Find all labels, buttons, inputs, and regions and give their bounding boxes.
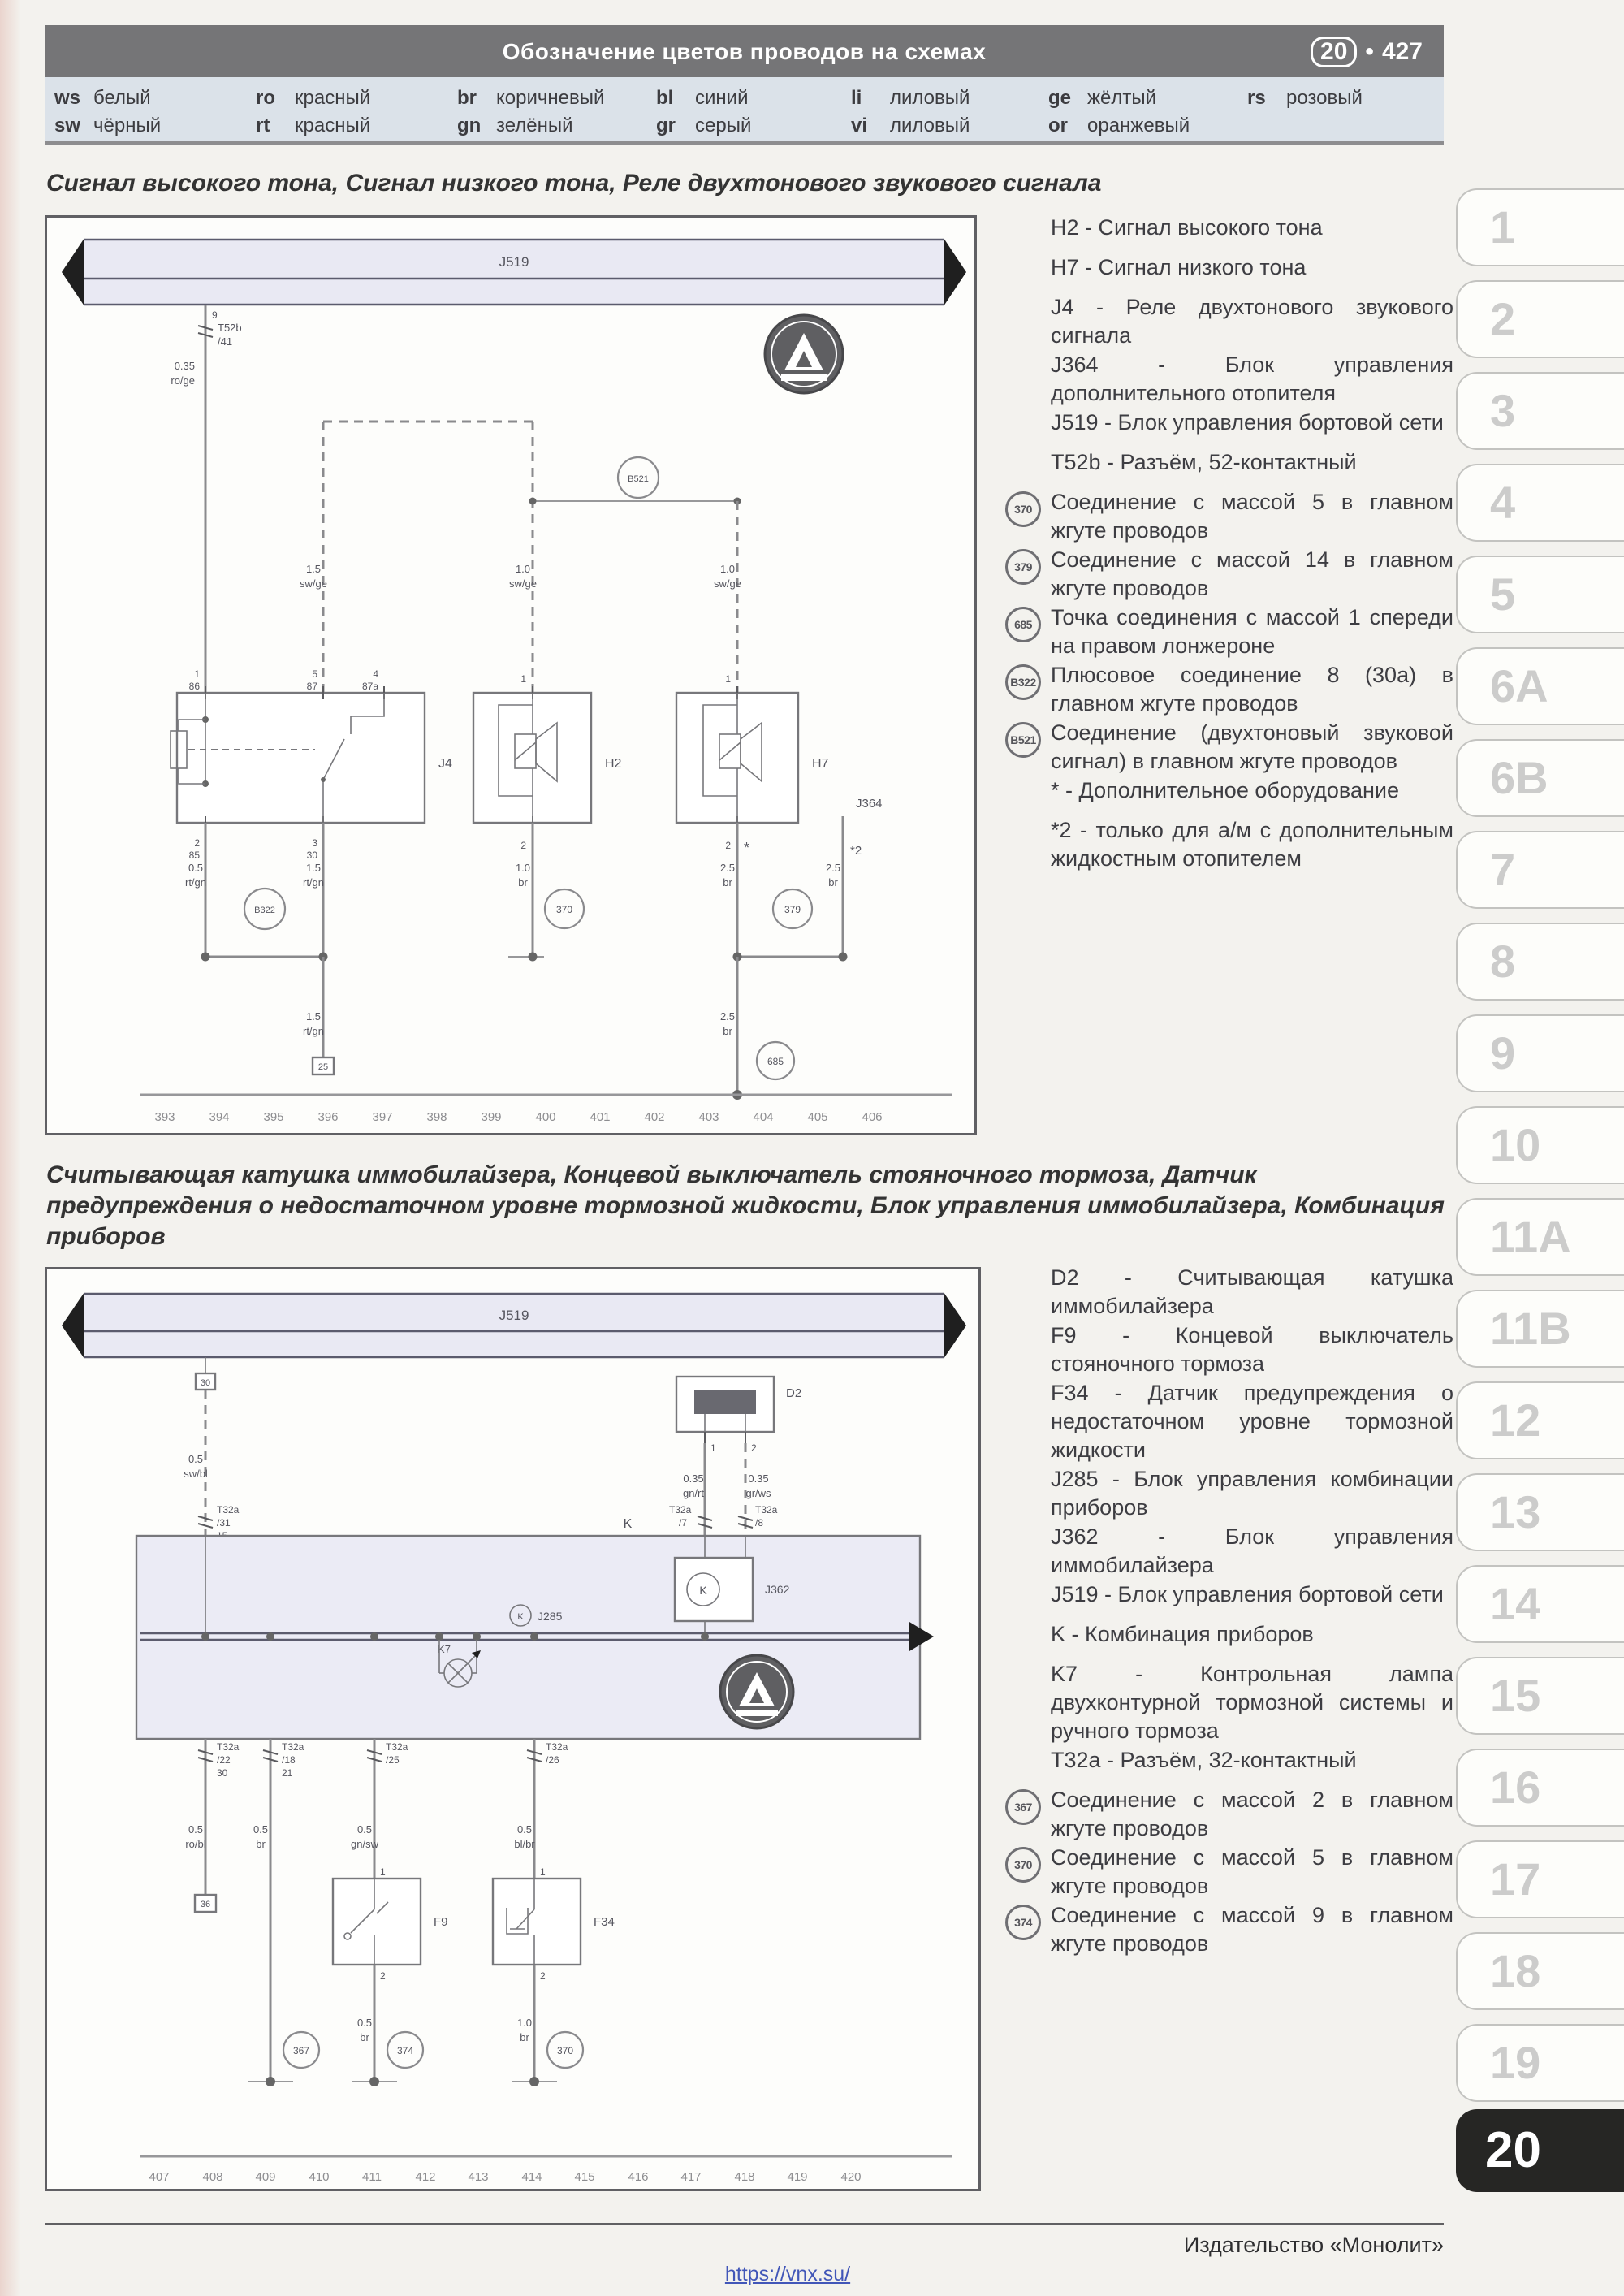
svg-text:395: 395 <box>263 1110 284 1124</box>
component-label: J4 <box>438 757 452 771</box>
svg-text:sw/ge: sw/ge <box>509 577 537 590</box>
svg-text:bl/br: bl/br <box>514 1838 535 1850</box>
chapter-tab-18: 18 <box>1456 1932 1624 2010</box>
svg-text:87a: 87a <box>361 681 378 692</box>
color-col: ro красный rt красный <box>256 87 371 136</box>
color-col: li лиловый vi лиловый <box>851 87 970 136</box>
svg-text:B322: B322 <box>254 906 275 915</box>
chapter-tab-15: 15 <box>1456 1657 1624 1735</box>
bus-bar-j519 <box>62 1292 966 1359</box>
chapter-tab-2: 2 <box>1456 280 1624 358</box>
svg-text:30: 30 <box>217 1767 228 1779</box>
svg-text:407: 407 <box>149 2170 170 2184</box>
option-mark: *2 <box>850 844 862 858</box>
svg-text:T32a: T32a <box>282 1741 304 1753</box>
chapter-badge: 20 <box>1311 37 1357 67</box>
component-label: D2 <box>786 1386 802 1400</box>
splice-badge: B521 <box>1005 722 1041 758</box>
chapter-tab-7: 7 <box>1456 831 1624 909</box>
bus-arrow-right-icon <box>944 1292 966 1359</box>
component-f9-switch <box>333 1879 448 1965</box>
page-separator: • <box>1365 38 1374 65</box>
splice-badge: B322 <box>1005 664 1041 700</box>
splice-id: B521 <box>628 474 649 484</box>
connector-label: T52b <box>218 322 242 334</box>
svg-text:5: 5 <box>312 668 317 680</box>
svg-text:1: 1 <box>540 1866 546 1878</box>
svg-text:409: 409 <box>255 2170 276 2184</box>
svg-text:br: br <box>518 876 528 889</box>
svg-text:370: 370 <box>556 2045 574 2056</box>
svg-text:25: 25 <box>317 1062 329 1072</box>
diagram1-svg <box>47 218 974 1133</box>
chapter-tab-14: 14 <box>1456 1565 1624 1643</box>
svg-text:420: 420 <box>840 2170 862 2184</box>
chapter-tab-6a: 6A <box>1456 647 1624 725</box>
svg-text:rt/gn: rt/gn <box>302 1025 325 1037</box>
svg-text:br: br <box>520 2031 529 2043</box>
component-k-cluster <box>136 1517 934 1739</box>
component-j4-relay <box>171 668 452 861</box>
chapter-tab-1: 1 <box>1456 188 1624 266</box>
wiring-diagram-horns <box>45 215 977 1135</box>
chapter-tab-20-active: 20 <box>1456 2109 1624 2192</box>
svg-text:399: 399 <box>481 1110 502 1124</box>
chapter-tab-12: 12 <box>1456 1381 1624 1459</box>
svg-text:gr/ws: gr/ws <box>745 1487 771 1499</box>
svg-text:0.5: 0.5 <box>253 1823 269 1836</box>
chapter-tab-4: 4 <box>1456 464 1624 542</box>
svg-text:/26: /26 <box>546 1754 559 1766</box>
header-bar <box>45 25 1444 80</box>
splice-badge: 374 <box>1005 1905 1041 1940</box>
svg-text:/18: /18 <box>282 1754 296 1766</box>
svg-text:br: br <box>723 1025 732 1037</box>
svg-text:370: 370 <box>555 904 573 915</box>
svg-text:374: 374 <box>396 2045 414 2056</box>
svg-text:36: 36 <box>200 1900 211 1909</box>
component-label: F9 <box>434 1915 448 1929</box>
chapter-tab-13: 13 <box>1456 1473 1624 1551</box>
svg-text:/8: /8 <box>755 1517 764 1529</box>
svg-text:416: 416 <box>628 2170 649 2184</box>
svg-text:403: 403 <box>698 1110 719 1124</box>
svg-text:0.5: 0.5 <box>188 1453 204 1465</box>
svg-text:85: 85 <box>188 850 200 861</box>
svg-text:400: 400 <box>535 1110 556 1124</box>
svg-text:1: 1 <box>725 673 731 685</box>
cluster-exit-wires <box>185 1739 615 2086</box>
svg-text:0.35: 0.35 <box>683 1472 704 1485</box>
publisher-credit: Издательство «Монолит» <box>1183 2233 1444 2257</box>
wire-size: 0.35 <box>174 360 195 372</box>
splice-badge: 370 <box>1005 491 1041 527</box>
bus-label: J519 <box>499 254 529 270</box>
bus-bar-j519 <box>62 238 966 306</box>
svg-text:br: br <box>723 876 732 889</box>
component-legend-1: H2 - Сигнал высокого тона H7 - Сигнал низкого тона J4 - Реле двухтонового звукового сигнала J364 - Блок управления дополнительного отопителя J519 - Блок управления бортовой сети T52b - Разъём, 52-контактный 370 Соединение с массой 5 в главном жгуте проводов 379 Соединение с массой 14 в главном жгуте проводов 685 Точка соединения с массой 1 спереди на правом лонжероне B322 Плюсовое соединение 8 (30а) в главном жгуте проводов B521 Соединение (двухтоновый звуковой сигнал) в главном жгуте проводов * - Дополнительное оборудование *2 - только для а/м с дополнительным жидкостным отопителем <box>1005 214 1453 874</box>
footer-rule <box>45 2223 1444 2225</box>
color-col: ge жёлтый or оранжевый <box>1048 87 1190 136</box>
svg-text:1: 1 <box>380 1866 386 1878</box>
track-rail <box>140 1095 952 1124</box>
svg-text:K: K <box>517 1612 524 1622</box>
svg-text:4: 4 <box>373 668 378 680</box>
svg-text:417: 417 <box>680 2170 702 2184</box>
svg-text:br: br <box>360 2031 369 2043</box>
svg-text:1.5: 1.5 <box>305 862 322 874</box>
chapter-tab-19: 19 <box>1456 2024 1624 2102</box>
svg-text:21: 21 <box>282 1767 293 1779</box>
component-label: J285 <box>538 1610 563 1623</box>
svg-text:1.0: 1.0 <box>516 2017 533 2029</box>
page-number <box>1311 37 1423 67</box>
bus-label: J519 <box>499 1308 529 1323</box>
monolit-logo-icon <box>720 1655 793 1728</box>
svg-text:398: 398 <box>426 1110 447 1124</box>
splice-badge: 379 <box>1005 549 1041 585</box>
svg-text:418: 418 <box>734 2170 755 2184</box>
component-label: H2 <box>605 757 622 771</box>
svg-text:gn/rt: gn/rt <box>682 1487 705 1499</box>
svg-text:406: 406 <box>862 1110 883 1124</box>
svg-text:401: 401 <box>590 1110 611 1124</box>
chapter-tab-8: 8 <box>1456 923 1624 1001</box>
svg-text:405: 405 <box>807 1110 828 1124</box>
page-edge <box>0 0 21 2296</box>
svg-text:0.5: 0.5 <box>188 862 204 874</box>
chapter-tab-10: 10 <box>1456 1106 1624 1184</box>
svg-text:415: 415 <box>574 2170 595 2184</box>
chapter-tab-17: 17 <box>1456 1840 1624 1918</box>
svg-text:0.5: 0.5 <box>188 1823 204 1836</box>
component-label: H7 <box>812 757 829 771</box>
chapter-tab-3: 3 <box>1456 372 1624 450</box>
svg-text:/22: /22 <box>217 1754 231 1766</box>
wire-color-legend <box>45 77 1444 145</box>
svg-text:30: 30 <box>200 1378 211 1388</box>
svg-text:1.5: 1.5 <box>305 1010 322 1023</box>
svg-text:1: 1 <box>520 673 526 685</box>
svg-text:1.0: 1.0 <box>515 862 531 874</box>
svg-text:1: 1 <box>710 1442 716 1454</box>
optional-mark: * <box>744 840 750 856</box>
component-label: K <box>623 1517 633 1531</box>
svg-text:0.35: 0.35 <box>748 1472 769 1485</box>
chapter-tab-6b: 6B <box>1456 739 1624 817</box>
svg-text:2: 2 <box>540 1970 546 1982</box>
svg-text:410: 410 <box>309 2170 330 2184</box>
svg-text:402: 402 <box>644 1110 665 1124</box>
svg-text:T32a: T32a <box>755 1504 778 1516</box>
bus-pin-label: 9 <box>212 309 218 321</box>
svg-text:T32a: T32a <box>217 1504 240 1516</box>
component-f34-sensor <box>493 1879 615 1965</box>
svg-text:404: 404 <box>753 1110 774 1124</box>
svg-text:379: 379 <box>784 904 801 915</box>
color-col: ws белый sw чёрный <box>54 87 162 136</box>
svg-text:gn/sw: gn/sw <box>351 1838 378 1850</box>
svg-text:1.0: 1.0 <box>719 563 736 575</box>
svg-text:T32a: T32a <box>217 1741 240 1753</box>
bus-arrow-left-icon <box>62 238 84 306</box>
svg-text:397: 397 <box>372 1110 393 1124</box>
svg-text:rt/gn: rt/gn <box>302 876 325 889</box>
svg-text:/25: /25 <box>386 1754 400 1766</box>
component-legend-2: D2 - Считывающая катушка иммобилайзера F9 - Концевой выключатель стояночного тормоза F34 - Датчик предупреждения о недостаточном уровне тормозной жидкости J285 - Блок управления комбинации приборов J362 - Блок управления иммобилайзера J519 - Блок управления бортовой сети K - Комбинация приборов K7 - Контрольная лампа двухконтурной тормозной системы и ручного тормоза T32a - Разъём, 32-контактный 367 Соединение с массой 2 в главном жгуте проводов 370 Соединение с массой 5 в главном жгуте проводов 374 Соединение с массой 9 в главном жгуте проводов <box>1005 1264 1453 1959</box>
svg-text:30: 30 <box>306 850 317 861</box>
svg-text:396: 396 <box>317 1110 339 1124</box>
color-col: bl синий gr серый <box>656 87 752 136</box>
header-title: Обозначение цветов проводов на схемах <box>502 39 987 64</box>
svg-text:1.5: 1.5 <box>305 563 322 575</box>
splice-badge: 367 <box>1005 1789 1041 1825</box>
svg-text:419: 419 <box>787 2170 808 2184</box>
wire-feed <box>171 305 241 693</box>
svg-text:413: 413 <box>468 2170 489 2184</box>
svg-text:0.5: 0.5 <box>356 1823 373 1836</box>
color-col: br коричневый gn зелёный <box>457 87 605 136</box>
svg-text:/7: /7 <box>679 1517 688 1529</box>
svg-text:2: 2 <box>380 1970 386 1982</box>
svg-text:86: 86 <box>188 681 200 692</box>
svg-text:394: 394 <box>209 1110 230 1124</box>
svg-text:2.5: 2.5 <box>719 862 736 874</box>
svg-text:0.5: 0.5 <box>356 2017 373 2029</box>
svg-text:br: br <box>828 876 838 889</box>
chapter-tab-11b: 11B <box>1456 1290 1624 1368</box>
svg-text:0.5: 0.5 <box>516 1823 533 1836</box>
svg-text:3: 3 <box>312 837 317 849</box>
svg-text:K7: K7 <box>438 1643 451 1655</box>
svg-text:411: 411 <box>362 2170 382 2184</box>
component-label-j364: J364 <box>856 797 883 811</box>
svg-text:sw/ge: sw/ge <box>300 577 327 590</box>
svg-text:sw/ge: sw/ge <box>714 577 741 590</box>
svg-text:367: 367 <box>292 2045 310 2056</box>
svg-text:393: 393 <box>154 1110 175 1124</box>
track-rail <box>140 2156 952 2184</box>
watermark-link: https://vnx.su/ <box>724 2263 851 2285</box>
svg-text:K: K <box>699 1584 707 1597</box>
svg-text:T32a: T32a <box>386 1741 408 1753</box>
splice-badge: 370 <box>1005 1847 1041 1883</box>
svg-text:sw/bl: sw/bl <box>184 1468 208 1480</box>
svg-text:414: 414 <box>521 2170 542 2184</box>
svg-text:/31: /31 <box>217 1517 231 1529</box>
svg-text:87: 87 <box>306 681 317 692</box>
wire-color: ro/ge <box>171 374 195 387</box>
page-value: 427 <box>1381 38 1423 65</box>
splice-badge: 685 <box>1005 607 1041 642</box>
svg-text:1.0: 1.0 <box>515 563 531 575</box>
svg-text:685: 685 <box>767 1056 784 1067</box>
svg-text:br: br <box>256 1838 266 1850</box>
connector-pin: /41 <box>218 335 233 348</box>
svg-text:2: 2 <box>725 840 731 851</box>
svg-text:2.5: 2.5 <box>825 862 841 874</box>
wire-terminal30 <box>184 1357 239 1541</box>
svg-text:2.5: 2.5 <box>719 1010 736 1023</box>
svg-text:1: 1 <box>194 668 200 680</box>
diagram2-svg <box>47 1269 978 2189</box>
section1-title: Сигнал высокого тона, Сигнал низкого тона, Реле двухтонового звукового сигнала <box>46 170 1102 197</box>
component-d2-coil <box>669 1377 801 1536</box>
svg-text:T32a: T32a <box>546 1741 568 1753</box>
chapter-tab-5: 5 <box>1456 556 1624 633</box>
component-h7-horn <box>676 673 829 851</box>
svg-text:408: 408 <box>202 2170 223 2184</box>
svg-text:rt/gn: rt/gn <box>184 876 207 889</box>
chapter-tab-11a: 11A <box>1456 1198 1624 1276</box>
svg-text:2: 2 <box>520 840 526 851</box>
color-col: rs розовый <box>1247 87 1363 109</box>
monolit-logo-icon <box>765 315 843 393</box>
wire-horn-feeds <box>300 422 741 693</box>
svg-text:2: 2 <box>751 1442 757 1454</box>
chapter-tab-16: 16 <box>1456 1749 1624 1827</box>
component-label: J362 <box>765 1583 790 1596</box>
svg-text:412: 412 <box>415 2170 436 2184</box>
chapter-tab-9: 9 <box>1456 1014 1624 1092</box>
svg-text:2: 2 <box>194 837 200 849</box>
svg-text:ro/bl: ro/bl <box>185 1838 206 1850</box>
section2-title: Считывающая катушка иммобилайзера, Концевой выключатель стояночного тормоза, Датчик предупреждения о недостаточном уровне тормозной жидкости, Блок управления иммобилайзера, Комбинация приборов <box>46 1161 1445 1250</box>
wiring-diagram-immobilizer <box>45 1267 981 2191</box>
bus-arrow-right-icon <box>944 238 966 306</box>
component-label: F34 <box>594 1915 615 1929</box>
svg-text:T32a: T32a <box>669 1504 692 1516</box>
bus-arrow-left-icon <box>62 1292 84 1359</box>
lower-wiring <box>185 797 883 1100</box>
rail-arrow-icon <box>909 1622 934 1651</box>
component-h2-horn <box>473 673 622 851</box>
